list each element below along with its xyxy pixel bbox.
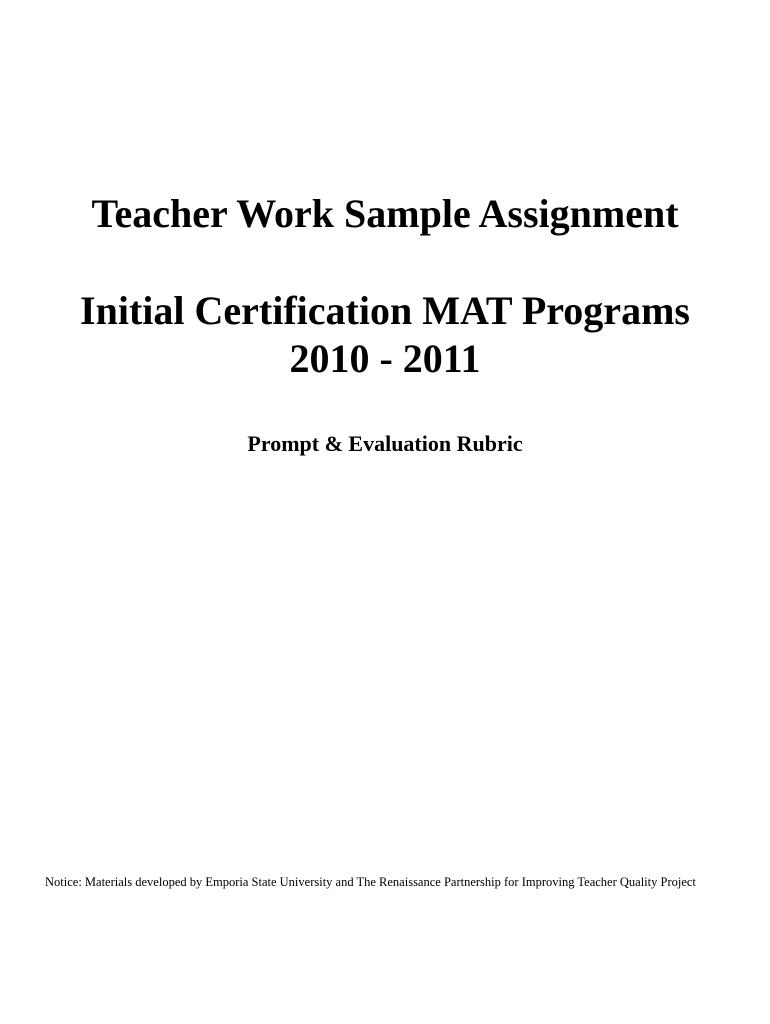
document-title: Teacher Work Sample Assignment [91,191,679,236]
document-subtitle: Prompt & Evaluation Rubric [247,431,523,456]
program-title: Initial Certification MAT Programs [80,288,690,333]
notice-text: Notice: Materials developed by Emporia State University and The Renaissance Partnership for Improving Teacher Quality Project [45,875,696,889]
program-years: 2010 - 2011 [289,336,481,381]
